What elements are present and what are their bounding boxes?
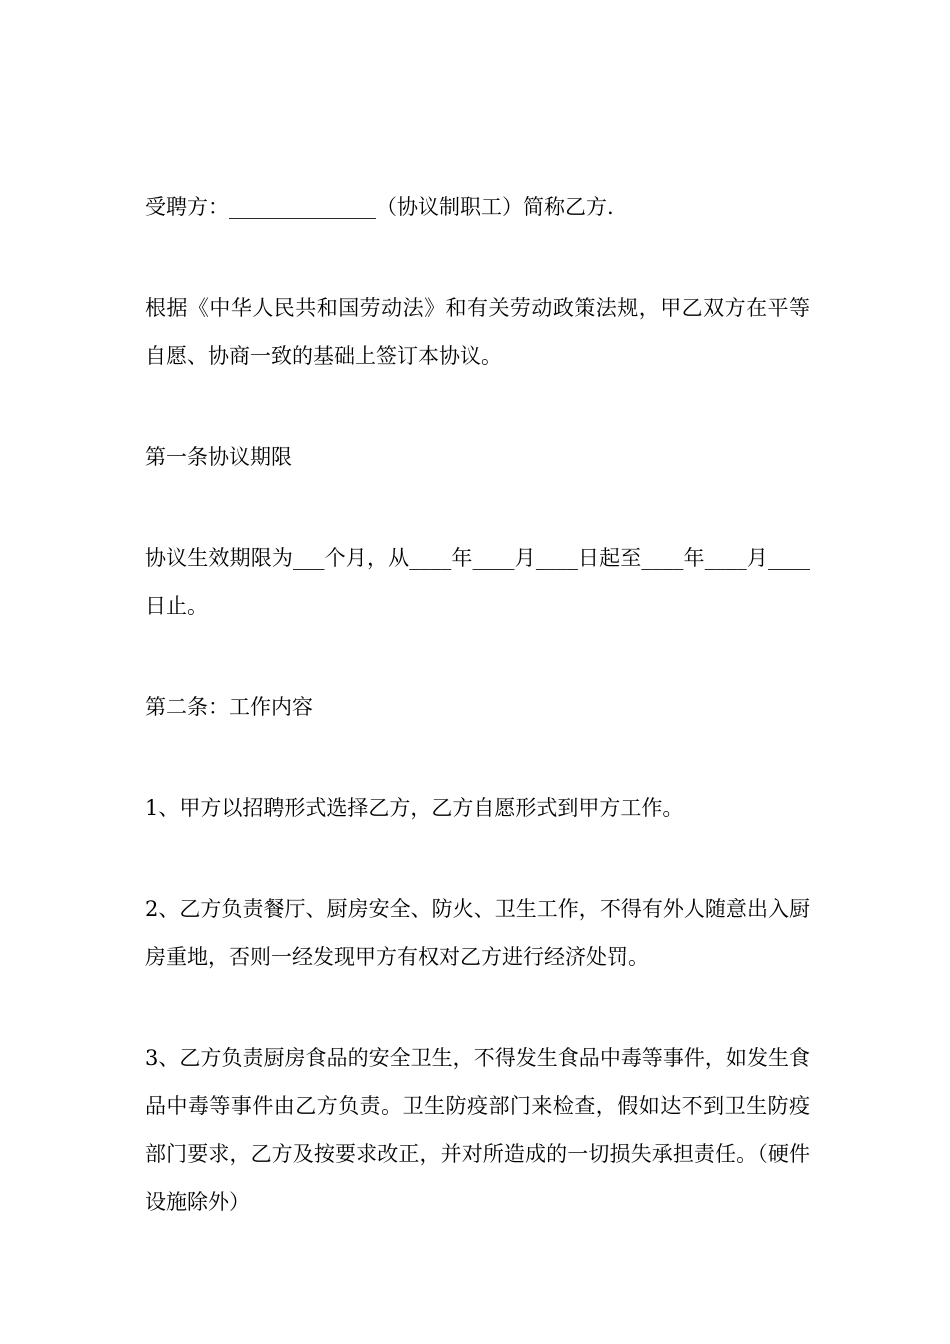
clause-2-paragraph: 2、乙方负责餐厅、厨房安全、防火、卫生工作，不得有外人随意出入厨房重地，否则一经发现甲方有权对乙方进行经济处罚。 <box>145 897 810 969</box>
clause-1-paragraph: 1、甲方以招聘形式选择乙方，乙方自愿形式到甲方工作。 <box>145 796 684 820</box>
article-1-heading: 第一条协议期限 <box>145 445 292 469</box>
article-2-heading: 第二条：工作内容 <box>145 695 313 719</box>
document-body <box>145 183 810 1226</box>
term-paragraph: 协议生效期限为___个月，从____年____月____日起至____年____月____日止。 <box>145 546 810 618</box>
clause-3-paragraph: 3、乙方负责厨房食品的安全卫生，不得发生食品中毒等事件，如发生食品中毒等事件由乙方负责。卫生防疫部门来检查，假如达不到卫生防疫部门要求，乙方及按要求改正，并对所造成的一切损失承担责任。（硬件设施除外） <box>145 1046 810 1214</box>
preamble-paragraph: 根据《中华人民共和国劳动法》和有关劳动政策法规，甲乙双方在平等自愿、协商一致的基础上签订本协议。 <box>145 296 810 368</box>
employee-party-line: 受聘方：______________（协议制职工）简称乙方. <box>145 195 614 219</box>
